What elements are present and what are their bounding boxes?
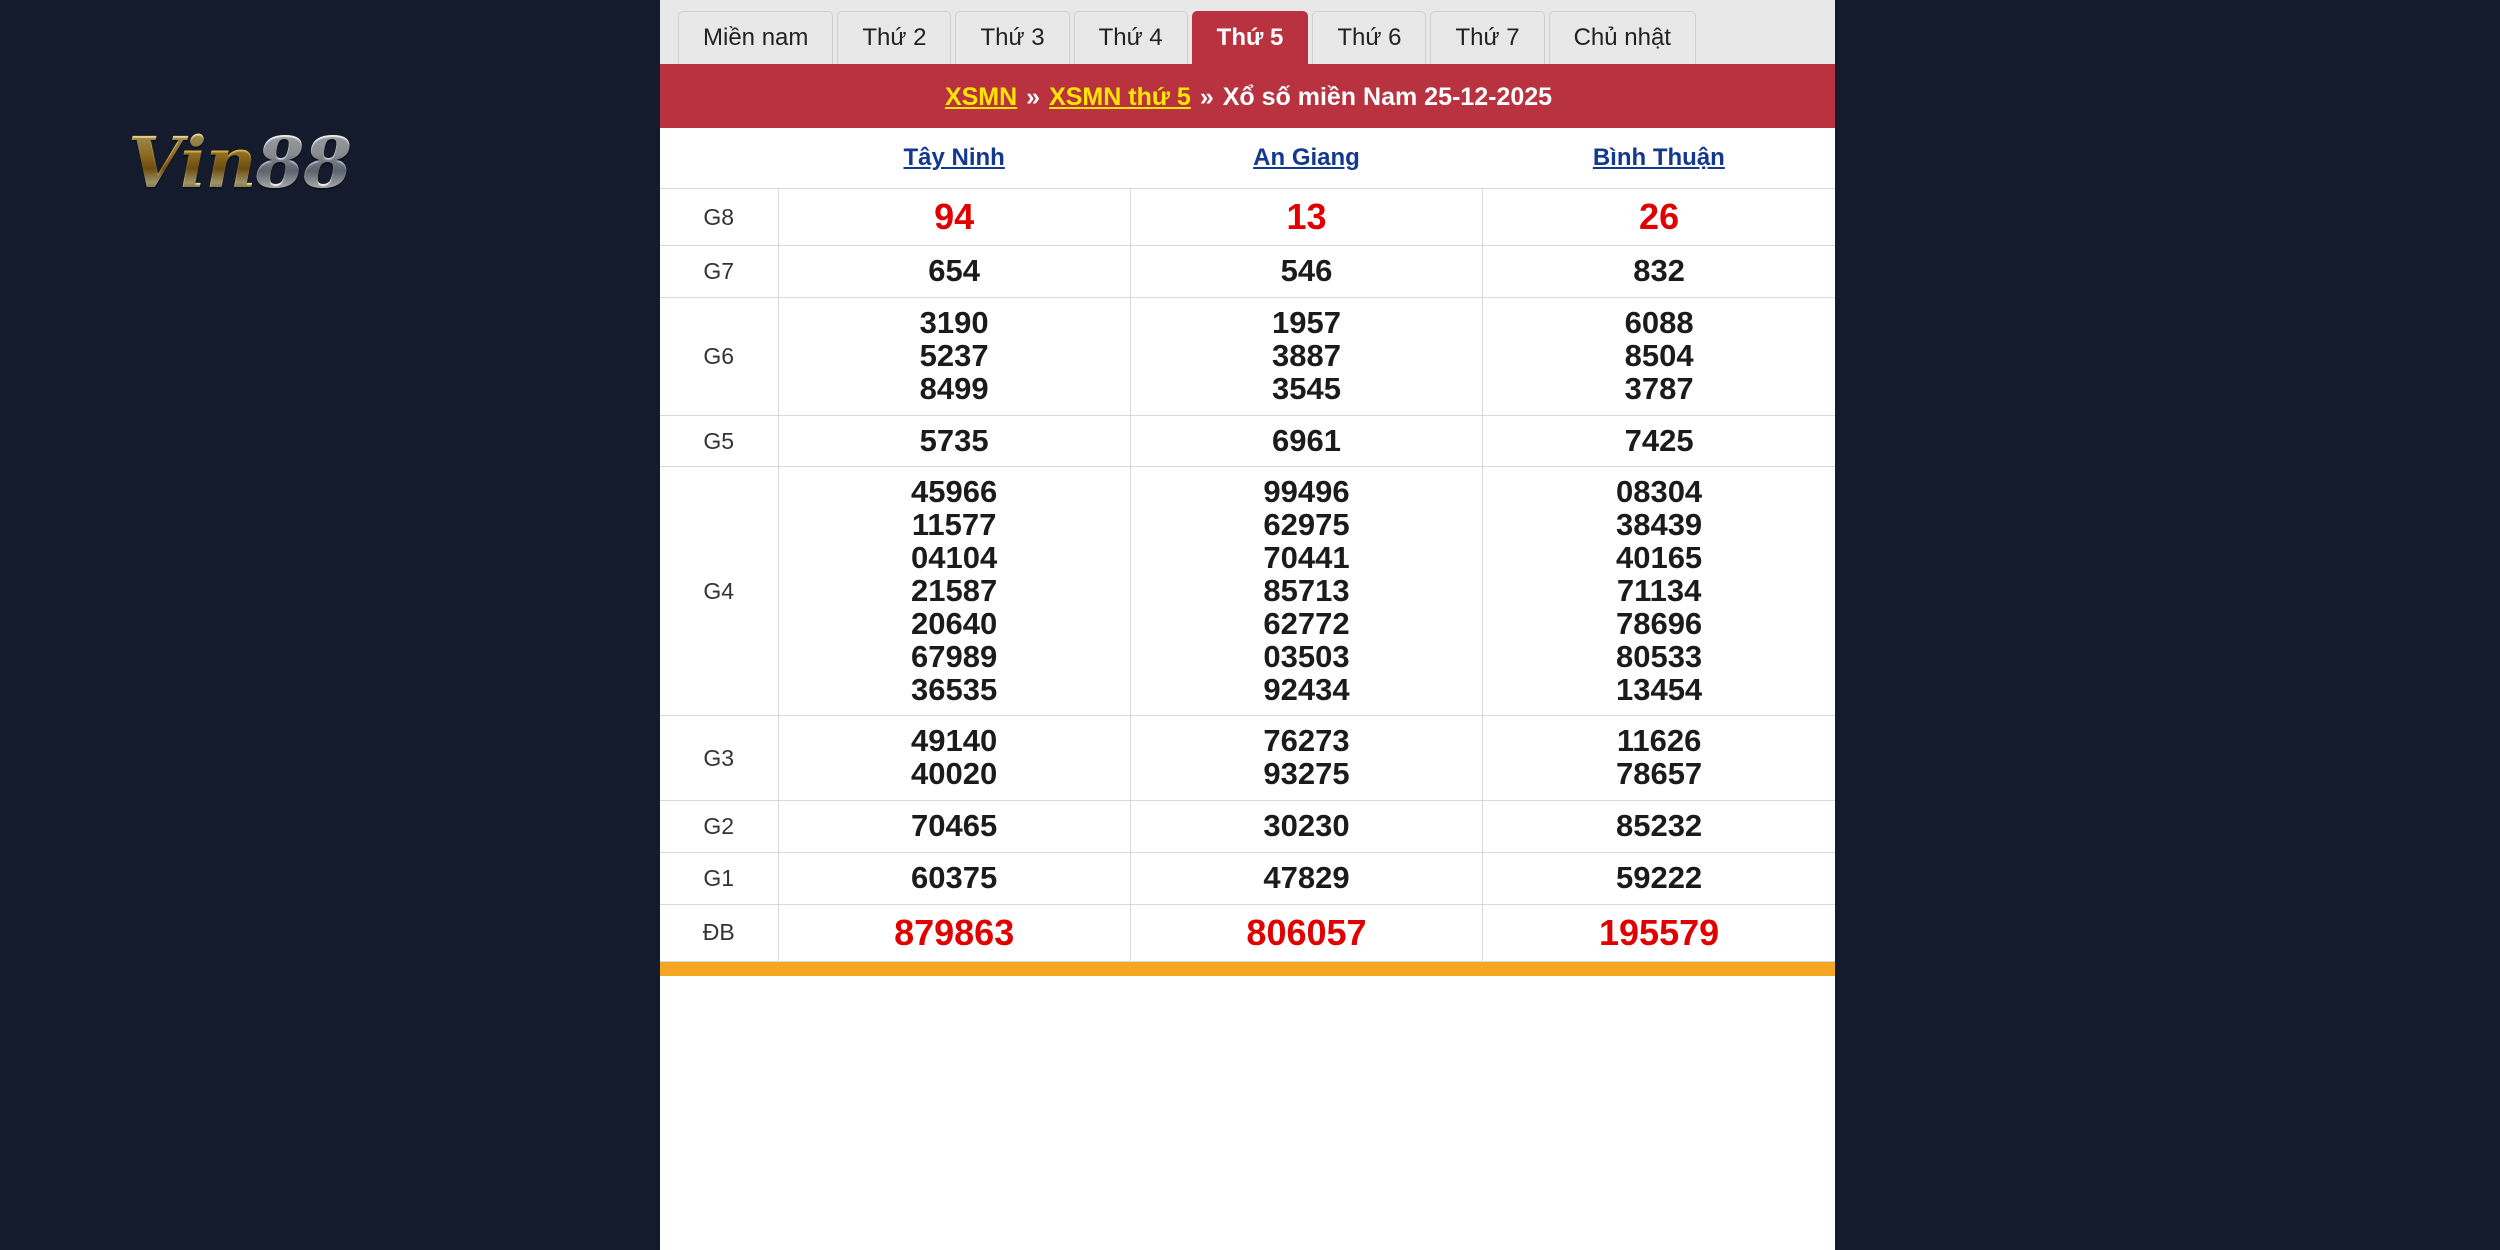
table-row: [660, 246, 1835, 298]
prize-value-g7-binh-thuan: 832: [1483, 246, 1835, 298]
prize-value-g3-tay-ninh: 49140 40020: [778, 716, 1130, 801]
province-link-an-giang[interactable]: An Giang: [1253, 144, 1360, 171]
prize-value-g8-tay-ninh: 94: [778, 189, 1130, 246]
table-row: [660, 467, 1835, 716]
logo-primary-text: Vin: [128, 121, 256, 204]
prize-value-g4-binh-thuan: 08304 38439 40165 71134 78696 80533 13454: [1483, 467, 1835, 716]
tab-thu-5[interactable]: Thứ 5: [1192, 11, 1309, 64]
prize-value-g4-tay-ninh: 45966 11577 04104 21587 20640 67989 36535: [778, 467, 1130, 716]
table-row: [660, 904, 1835, 961]
prize-value-g1-an-giang: 47829: [1130, 853, 1482, 905]
prize-value-g8-an-giang: 13: [1130, 189, 1482, 246]
prize-value-g7-an-giang: 546: [1130, 246, 1482, 298]
prize-label-g4: G4: [660, 467, 778, 716]
tab-thu-3[interactable]: Thứ 3: [955, 11, 1069, 64]
prize-label-g6: G6: [660, 298, 778, 416]
logo-text: [128, 121, 351, 204]
prize-label-g1: G1: [660, 853, 778, 905]
tab-thu-6[interactable]: Thứ 6: [1312, 11, 1426, 64]
breadcrumb-current: Xổ số miền Nam 25-12-2025: [1222, 82, 1553, 111]
prize-value-db-binh-thuan: 195579: [1483, 904, 1835, 961]
prize-value-g6-an-giang: 1957 3887 3545: [1130, 298, 1482, 416]
prize-label-g3: G3: [660, 716, 778, 801]
prize-value-g5-an-giang: 6961: [1130, 415, 1482, 467]
prize-value-g1-tay-ninh: 60375: [778, 853, 1130, 905]
table-row: [660, 801, 1835, 853]
header-province-2: [1130, 128, 1482, 189]
table-body: [660, 189, 1835, 962]
prize-value-g3-an-giang: 76273 93275: [1130, 716, 1482, 801]
tab-thu-2[interactable]: Thứ 2: [837, 11, 951, 64]
prize-label-g2: G2: [660, 801, 778, 853]
province-link-tay-ninh[interactable]: Tây Ninh: [903, 144, 1005, 171]
breadcrumb-separator-2: »: [1199, 82, 1214, 111]
tab-chu-nhat[interactable]: Chủ nhật: [1549, 11, 1696, 64]
header-province-1: [778, 128, 1130, 189]
prize-value-g1-binh-thuan: 59222: [1483, 853, 1835, 905]
footer-accent-bar: [660, 962, 1835, 976]
breadcrumb-link-xsmn-thu-5[interactable]: XSMN thứ 5: [1049, 82, 1191, 111]
results-panel: [660, 0, 1835, 1250]
prize-label-db: ĐB: [660, 904, 778, 961]
prize-value-g6-binh-thuan: 6088 8504 3787: [1483, 298, 1835, 416]
prize-value-g2-an-giang: 30230: [1130, 801, 1482, 853]
breadcrumb-link-xsmn[interactable]: XSMN: [944, 82, 1018, 111]
prize-value-g8-binh-thuan: 26: [1483, 189, 1835, 246]
prize-value-g6-tay-ninh: 3190 5237 8499: [778, 298, 1130, 416]
tab-mien-nam[interactable]: Miền nam: [678, 11, 833, 64]
prize-label-g5: G5: [660, 415, 778, 467]
table-header-row: [660, 128, 1835, 189]
logo-secondary-text: 88: [255, 121, 351, 204]
lottery-results-table: [660, 128, 1835, 962]
brand-panel: [0, 0, 660, 1250]
tab-thu-7[interactable]: Thứ 7: [1430, 11, 1544, 64]
province-link-binh-thuan[interactable]: Bình Thuận: [1592, 144, 1725, 171]
table-row: [660, 298, 1835, 416]
prize-value-g5-binh-thuan: 7425: [1483, 415, 1835, 467]
prize-value-db-an-giang: 806057: [1130, 904, 1482, 961]
breadcrumb: [660, 66, 1835, 128]
prize-label-g7: G7: [660, 246, 778, 298]
tab-thu-4[interactable]: Thứ 4: [1074, 11, 1188, 64]
prize-value-g3-binh-thuan: 11626 78657: [1483, 716, 1835, 801]
prize-value-db-tay-ninh: 879863: [778, 904, 1130, 961]
prize-value-g7-tay-ninh: 654: [778, 246, 1130, 298]
table-row: [660, 716, 1835, 801]
header-province-3: [1483, 128, 1835, 189]
prize-value-g2-tay-ninh: 70465: [778, 801, 1130, 853]
prize-value-g2-binh-thuan: 85232: [1483, 801, 1835, 853]
site-logo[interactable]: [128, 118, 488, 208]
table-row: [660, 853, 1835, 905]
weekday-tabs: [660, 0, 1835, 66]
prize-value-g5-tay-ninh: 5735: [778, 415, 1130, 467]
header-blank: [660, 128, 778, 189]
breadcrumb-separator-1: »: [1026, 82, 1041, 111]
table-row: [660, 189, 1835, 246]
prize-value-g4-an-giang: 99496 62975 70441 85713 62772 03503 92434: [1130, 467, 1482, 716]
prize-label-g8: G8: [660, 189, 778, 246]
right-background: [1835, 0, 2500, 1250]
table-row: [660, 415, 1835, 467]
table-head: [660, 128, 1835, 189]
